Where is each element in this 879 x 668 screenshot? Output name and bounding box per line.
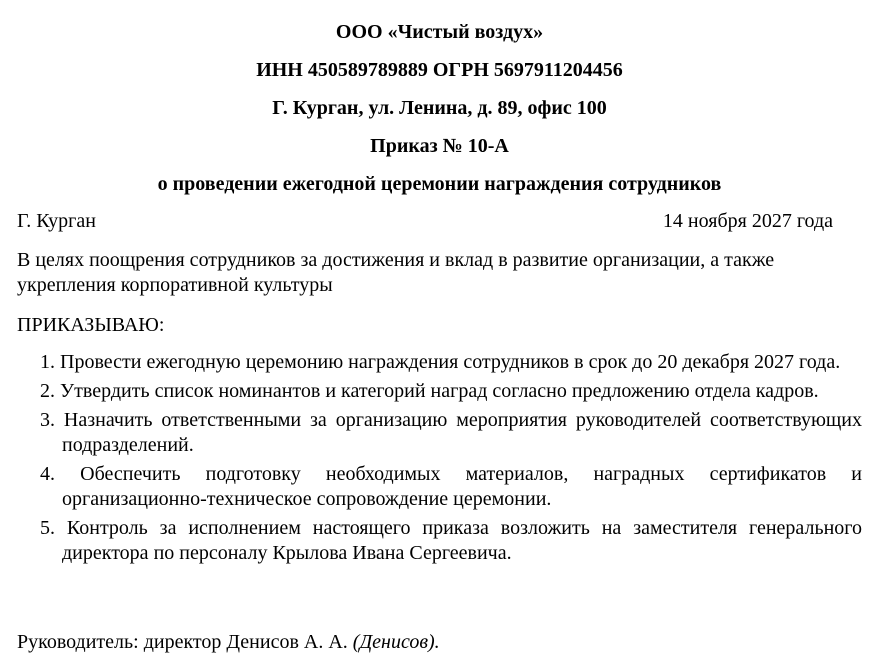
order-item-1: 1. Провести ежегодную церемонию награждения сотрудников в срок до 20 декабря 2027 года. [40,351,841,373]
order-subject: о проведении ежегодной церемонии награждения сотрудников [157,173,722,195]
company-name: ООО «Чистый воздух» [335,21,544,43]
company-ids: ИНН 450589789889 ОГРН 5697911204456 [256,59,623,81]
order-item-5: 5. Контроль за исполнением настоящего приказа возложить на заместителя генерального директора по персоналу Крылова Ивана Сергеевича. [40,517,862,564]
order-item-3: 3. Назначить ответственными за организацию мероприятия руководителей соответствующих подразделений. [40,409,862,456]
signature-text: Руководитель: директор Денисов А. А. [17,631,348,653]
order-date: 14 ноября 2027 года [662,210,833,232]
company-address: Г. Курган, ул. Ленина, д. 89, офис 100 [272,97,607,119]
preamble: В целях поощрения сотрудников за достижения и вклад в развитие организации, а также укрепления корпоративной культуры [17,249,775,296]
order-item-2: 2. Утвердить список номинантов и категорий наград согласно предложению отдела кадров. [40,380,819,402]
order-place: Г. Курган [17,210,96,232]
order-title: Приказ № 10-А [370,135,509,157]
signature-handwritten: (Денисов). [352,631,440,653]
signature-line [17,630,440,655]
order-item-4: 4. Обеспечить подготовку необходимых материалов, наградных сертификатов и организационно-техническое сопровождение церемонии. [40,463,862,510]
order-word: ПРИКАЗЫВАЮ: [17,314,165,336]
place-date-row [17,209,862,234]
order-items-list [17,350,862,570]
